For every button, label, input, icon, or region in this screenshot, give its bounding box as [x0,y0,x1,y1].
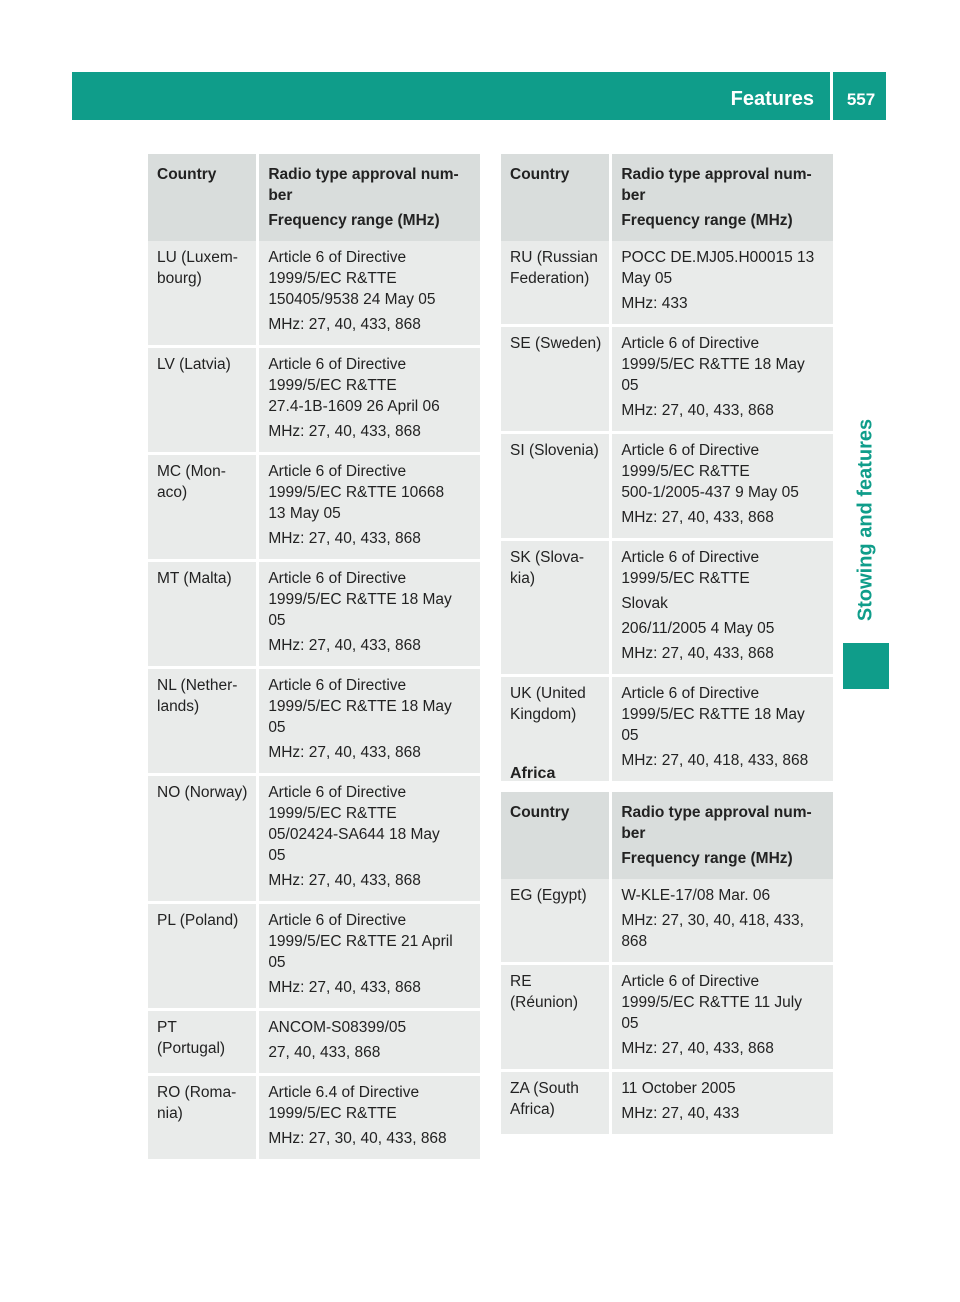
table-row [148,452,480,559]
cell-line: UK (United [510,685,586,702]
cell-line: 27.4-1B-1609 26 April 06 [268,398,440,415]
approval-cell [609,1069,833,1134]
cell-line: MHz: 27, 40, 433, 868 [268,316,421,333]
approval-cell [609,674,833,781]
cell-line: 05 [268,847,286,864]
cell-line: 1999/5/EC R&TTE [621,463,750,480]
table-row [148,345,480,452]
cell-line: 05 [268,719,286,736]
cell-line: RE (Réunion) [510,973,579,1011]
approval-cell [609,879,833,962]
cell-line: 1999/5/EC R&TTE 11 July [621,994,802,1011]
table-row [148,241,480,345]
cell-line: Article 6 of Directive [268,249,407,266]
country-cell [148,773,256,901]
cell-line: lands) [157,698,200,715]
cell-line: 11 October 2005 [621,1080,736,1097]
cell-line: Africa) [510,1101,555,1118]
cell-line: MHz: 27, 30, 40, 418, 433, [621,912,804,929]
header-country: Country [501,792,609,879]
cell-line: 1999/5/EC R&TTE [268,270,397,287]
country-cell [148,901,256,1008]
page-header [72,72,886,120]
cell-line: PL (Poland) [157,912,239,929]
table-row [148,901,480,1008]
header-divider [830,72,833,120]
cell-line: Article 6 of Directive [268,356,407,373]
approval-cell [256,559,480,666]
cell-line: 05 [268,612,286,629]
country-cell [148,1008,256,1073]
cell-line: MHz: 27, 40, 418, 433, 868 [621,752,809,769]
cell-line: bourg) [157,270,202,287]
cell-line: MHz: 27, 40, 433, 868 [268,872,421,889]
page-number: 557 [846,90,876,109]
header-title: Features [730,88,814,110]
table-row [501,962,833,1069]
cell-line: MHz: 27, 40, 433, 868 [621,402,774,419]
cell-line: 1999/5/EC R&TTE 10668 [268,484,445,501]
cell-line: LV (Latvia) [157,356,231,373]
table-row [148,773,480,901]
approval-cell [256,1073,480,1159]
cell-line: MHz: 27, 30, 40, 433, 868 [268,1130,447,1147]
country-cell [501,241,609,324]
cell-line: MHz: 27, 40, 433 [621,1105,740,1122]
country-cell [501,1069,609,1134]
side-tab-marker [843,643,889,689]
table-header-row [501,154,833,241]
country-cell [148,666,256,773]
cell-line: Article 6 of Directive [268,463,407,480]
cell-line: MC (Mon- [157,463,226,480]
table-row [501,1069,833,1134]
cell-line: 1999/5/EC R&TTE [268,805,397,822]
cell-line: EG (Egypt) [510,887,587,904]
table-row [501,879,833,962]
cell-line: 1999/5/EC R&TTE 18 May [268,698,452,715]
header-country: Country [501,154,609,241]
cell-line: nia) [157,1105,183,1122]
table-row [148,1008,480,1073]
approval-table-africa [501,792,833,1134]
country-cell [148,1073,256,1159]
header-approval: Radio type approval num- ber Frequency range (MHz) [609,154,833,241]
approval-cell [609,962,833,1069]
cell-line: Article 6 of Directive [621,685,760,702]
cell-line: 1999/5/EC R&TTE 18 May [268,591,452,608]
cell-line: kia) [510,570,535,587]
country-cell [501,324,609,431]
cell-line: SE (Sweden) [510,335,602,352]
cell-line: 05 [621,1015,639,1032]
cell-line: aco) [157,484,188,501]
cell-line: MHz: 433 [621,295,688,312]
cell-line: 1999/5/EC R&TTE [268,377,397,394]
approval-cell [609,431,833,538]
country-cell [148,452,256,559]
cell-line: 13 May 05 [268,505,341,522]
cell-line: SK (Slova- [510,549,585,566]
cell-line: 1999/5/EC R&TTE 18 May [621,706,805,723]
country-cell [148,241,256,345]
side-tab-label: Stowing and features [854,418,877,622]
cell-line: Federation) [510,270,590,287]
cell-line: Slovak [621,595,668,612]
approval-cell [256,452,480,559]
table-row [501,324,833,431]
cell-line: 1999/5/EC R&TTE [268,1105,397,1122]
header-country: Country [148,154,256,241]
cell-line: Article 6.4 of Directive [268,1084,420,1101]
cell-line: ANCOM-S08399/05 [268,1019,407,1036]
cell-line: 1999/5/EC R&TTE 21 April [268,933,453,950]
approval-cell [256,901,480,1008]
section-heading-africa: Africa [510,765,556,782]
cell-line: 1999/5/EC R&TTE 18 May [621,356,805,373]
country-cell [501,538,609,674]
cell-line: MHz: 27, 40, 433, 868 [621,645,774,662]
cell-line: MHz: 27, 40, 433, 868 [268,423,421,440]
cell-line: 150405/9538 24 May 05 [268,291,436,308]
cell-line: MHz: 27, 40, 433, 868 [268,744,421,761]
cell-line: Article 6 of Directive [268,570,407,587]
cell-line: Kingdom) [510,706,577,723]
cell-line: 05/02424-SA644 18 May [268,826,440,843]
country-cell [501,431,609,538]
approval-cell [256,1008,480,1073]
cell-line: MHz: 27, 40, 433, 868 [621,1040,774,1057]
cell-line: LU (Luxem- [157,249,238,266]
cell-line: 27, 40, 433, 868 [268,1044,381,1061]
cell-line: NO (Norway) [157,784,248,801]
cell-line: POCC DE.MJ05.H00015 13 [621,249,815,266]
approval-cell [609,241,833,324]
cell-line: MHz: 27, 40, 433, 868 [621,509,774,526]
cell-line: 1999/5/EC R&TTE [621,570,750,587]
table-row [148,666,480,773]
approval-cell [256,345,480,452]
cell-line: 868 [621,933,648,950]
cell-line: MHz: 27, 40, 433, 868 [268,530,421,547]
cell-line: 05 [621,377,639,394]
country-cell [148,559,256,666]
table-row [501,241,833,324]
header-approval: Radio type approval num- ber Frequency range (MHz) [256,154,480,241]
country-cell [501,879,609,962]
approval-cell [256,666,480,773]
cell-line: W-KLE-17/08 Mar. 06 [621,887,771,904]
cell-line: May 05 [621,270,673,287]
approval-cell [609,324,833,431]
cell-line: Article 6 of Directive [621,442,760,459]
approval-cell [256,773,480,901]
cell-line: Article 6 of Directive [268,784,407,801]
cell-line: MHz: 27, 40, 433, 868 [268,979,421,996]
cell-line: ZA (South [510,1080,579,1097]
table-header-row [501,792,833,879]
header-approval: Radio type approval num- ber Frequency range (MHz) [609,792,833,879]
cell-line: SI (Slovenia) [510,442,599,459]
country-cell [148,345,256,452]
approval-table-left [148,154,480,1159]
cell-line: Article 6 of Directive [621,549,760,566]
approval-table-right [501,154,833,781]
cell-line: 206/11/2005 4 May 05 [621,620,775,637]
table-row [148,559,480,666]
table-row [501,538,833,674]
cell-line: Article 6 of Directive [268,912,407,929]
cell-line: 05 [621,727,639,744]
cell-line: MT (Malta) [157,570,232,587]
cell-line: MHz: 27, 40, 433, 868 [268,637,421,654]
table-row [148,1073,480,1159]
cell-line: NL (Nether- [157,677,238,694]
table-header-row [148,154,480,241]
table-row [501,431,833,538]
approval-cell [256,241,480,345]
cell-line: Article 6 of Directive [621,335,760,352]
cell-line: Article 6 of Directive [621,973,760,990]
cell-line: RU (Russian [510,249,598,266]
cell-line: 05 [268,954,286,971]
cell-line: RO (Roma- [157,1084,237,1101]
cell-line: Article 6 of Directive [268,677,407,694]
cell-line: 500-1/2005-437 9 May 05 [621,484,799,501]
cell-line: PT (Portugal) [157,1019,226,1057]
country-cell [501,962,609,1069]
approval-cell [609,538,833,674]
